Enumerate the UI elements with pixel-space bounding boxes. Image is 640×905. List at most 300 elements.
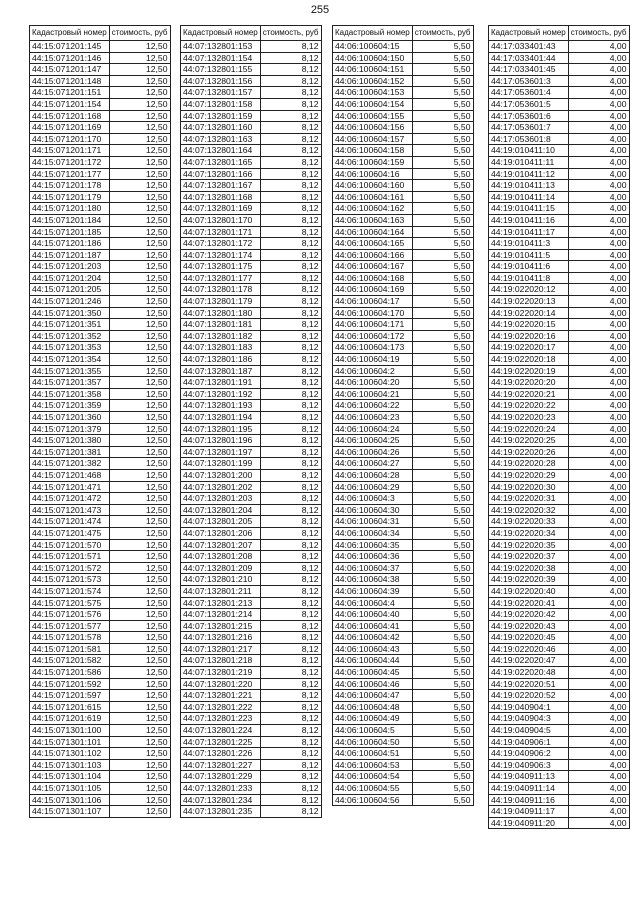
cost-cell: 5,50 (412, 574, 473, 586)
table-row (181, 307, 322, 319)
cost-cell: 4,00 (568, 110, 629, 122)
cost-cell: 5,50 (412, 783, 473, 795)
cost-cell: 5,50 (412, 75, 473, 87)
cost-cell: 5,50 (412, 516, 473, 528)
cadastral-number-cell: 44:07:132801:158 (181, 98, 261, 110)
cadastral-number-cell: 44:07:132801:211 (181, 585, 261, 597)
cadastral-number-cell: 44:15:071201:382 (30, 458, 110, 470)
cadastral-number-cell: 44:19:022020:30 (489, 481, 569, 493)
cost-cell: 12,50 (109, 435, 170, 447)
table-row (181, 435, 322, 447)
table-row (181, 609, 322, 621)
cost-cell: 5,50 (412, 191, 473, 203)
table-row (333, 249, 474, 261)
cost-cell: 4,00 (568, 527, 629, 539)
cadastral-number-cell: 44:06:100604:54 (333, 771, 413, 783)
cost-cell: 5,50 (412, 458, 473, 470)
header-cost: стоимость, руб (568, 26, 629, 41)
cost-cell: 8,12 (260, 249, 321, 261)
cadastral-number-cell: 44:07:132801:204 (181, 504, 261, 516)
cadastral-number-cell: 44:15:071201:204 (30, 272, 110, 284)
table-row (489, 481, 630, 493)
table-row (333, 585, 474, 597)
cost-cell: 8,12 (260, 725, 321, 737)
cost-cell: 5,50 (412, 238, 473, 250)
cadastral-number-cell: 44:15:071201:574 (30, 585, 110, 597)
table-row (489, 156, 630, 168)
cadastral-number-cell: 44:06:100604:157 (333, 133, 413, 145)
cost-cell: 12,50 (109, 75, 170, 87)
table-row (333, 643, 474, 655)
cost-cell: 5,50 (412, 469, 473, 481)
table-row (333, 168, 474, 180)
table-row (489, 354, 630, 366)
cost-cell: 8,12 (260, 585, 321, 597)
cost-cell: 5,50 (412, 748, 473, 760)
cost-cell: 5,50 (412, 527, 473, 539)
cadastral-number-cell: 44:19:022020:14 (489, 307, 569, 319)
cost-cell: 12,50 (109, 655, 170, 667)
cost-cell: 4,00 (568, 748, 629, 760)
cost-cell: 4,00 (568, 41, 629, 53)
cost-cell: 8,12 (260, 400, 321, 412)
cost-cell: 8,12 (260, 783, 321, 795)
cadastral-number-cell: 44:15:071201:148 (30, 75, 110, 87)
cost-cell: 4,00 (568, 52, 629, 64)
cadastral-number-cell: 44:15:071201:573 (30, 574, 110, 586)
cost-cell: 12,50 (109, 191, 170, 203)
cost-cell: 12,50 (109, 794, 170, 806)
cadastral-number-cell: 44:06:100604:22 (333, 400, 413, 412)
cadastral-number-cell: 44:06:100604:25 (333, 435, 413, 447)
cost-cell: 4,00 (568, 133, 629, 145)
cadastral-number-cell: 44:06:100604:45 (333, 667, 413, 679)
table-row (30, 133, 171, 145)
table-row (489, 64, 630, 76)
cost-cell: 4,00 (568, 655, 629, 667)
cadastral-number-cell: 44:15:071201:351 (30, 319, 110, 331)
cost-cell: 4,00 (568, 725, 629, 737)
cost-cell: 12,50 (109, 574, 170, 586)
table-row (181, 388, 322, 400)
cadastral-number-cell: 44:06:100604:43 (333, 643, 413, 655)
cadastral-number-cell: 44:06:100604:3 (333, 493, 413, 505)
cadastral-number-cell: 44:19:010411:16 (489, 214, 569, 226)
table-row (181, 52, 322, 64)
cost-cell: 12,50 (109, 701, 170, 713)
cost-cell: 8,12 (260, 191, 321, 203)
cadastral-number-cell: 44:19:022020:38 (489, 562, 569, 574)
cadastral-number-cell: 44:07:132801:200 (181, 469, 261, 481)
table-row (30, 98, 171, 110)
table-row (333, 794, 474, 806)
table-row (489, 98, 630, 110)
cadastral-number-cell: 44:07:132801:153 (181, 41, 261, 53)
table-row (333, 609, 474, 621)
cadastral-number-cell: 44:06:100604:155 (333, 110, 413, 122)
table-row (30, 377, 171, 389)
cadastral-number-cell: 44:06:100604:167 (333, 261, 413, 273)
cost-cell: 12,50 (109, 319, 170, 331)
table-row (181, 493, 322, 505)
cost-cell: 12,50 (109, 620, 170, 632)
table-row (30, 64, 171, 76)
cost-cell: 8,12 (260, 284, 321, 296)
cadastral-number-cell: 44:06:100604:156 (333, 122, 413, 134)
cadastral-number-cell: 44:06:100604:152 (333, 75, 413, 87)
table-row (30, 574, 171, 586)
cadastral-number-cell: 44:06:100604:53 (333, 759, 413, 771)
table-row (489, 527, 630, 539)
table-row (30, 296, 171, 308)
cadastral-number-cell: 44:06:100604:50 (333, 736, 413, 748)
table-row (333, 701, 474, 713)
cost-cell: 12,50 (109, 585, 170, 597)
table-row (181, 191, 322, 203)
cost-cell: 8,12 (260, 667, 321, 679)
cost-cell: 12,50 (109, 806, 170, 818)
table-row (181, 574, 322, 586)
cost-cell: 8,12 (260, 620, 321, 632)
cadastral-number-cell: 44:15:071201:184 (30, 214, 110, 226)
cadastral-number-cell: 44:19:022020:16 (489, 330, 569, 342)
table-row (333, 562, 474, 574)
cost-cell: 8,12 (260, 296, 321, 308)
cadastral-number-cell: 44:15:071201:180 (30, 203, 110, 215)
cost-cell: 4,00 (568, 435, 629, 447)
cadastral-number-cell: 44:06:100604:42 (333, 632, 413, 644)
table-row (333, 214, 474, 226)
cost-cell: 5,50 (412, 562, 473, 574)
table-row (333, 527, 474, 539)
table-row (181, 504, 322, 516)
cadastral-number-cell: 44:07:132801:170 (181, 214, 261, 226)
header-cadastral-number: Кадастровый номер (30, 26, 110, 41)
table-row (489, 736, 630, 748)
table-row (333, 307, 474, 319)
table-row (181, 249, 322, 261)
cadastral-number-cell: 44:19:022020:19 (489, 365, 569, 377)
cadastral-number-cell: 44:19:040911:14 (489, 783, 569, 795)
table-row (181, 133, 322, 145)
cadastral-number-cell: 44:15:071201:146 (30, 52, 110, 64)
cadastral-number-cell: 44:07:132801:166 (181, 168, 261, 180)
cost-cell: 4,00 (568, 609, 629, 621)
cost-cell: 5,50 (412, 41, 473, 53)
cost-cell: 4,00 (568, 678, 629, 690)
cadastral-number-cell: 44:06:100604:34 (333, 527, 413, 539)
cadastral-number-cell: 44:19:022020:40 (489, 585, 569, 597)
cadastral-number-cell: 44:06:100604:159 (333, 156, 413, 168)
cadastral-number-cell: 44:06:100604:39 (333, 585, 413, 597)
cadastral-number-cell: 44:07:132801:215 (181, 620, 261, 632)
cadastral-number-cell: 44:06:100604:162 (333, 203, 413, 215)
cost-cell: 8,12 (260, 98, 321, 110)
cost-cell: 12,50 (109, 771, 170, 783)
table-row (489, 87, 630, 99)
table-row (30, 678, 171, 690)
table-row (30, 806, 171, 818)
table-row (181, 319, 322, 331)
cadastral-number-cell: 44:07:132801:203 (181, 493, 261, 505)
table-row (181, 98, 322, 110)
table-row (181, 296, 322, 308)
cadastral-number-cell: 44:07:132801:172 (181, 238, 261, 250)
cost-cell: 12,50 (109, 423, 170, 435)
cost-cell: 12,50 (109, 330, 170, 342)
cost-cell: 12,50 (109, 272, 170, 284)
header-cadastral-number: Кадастровый номер (333, 26, 413, 41)
cost-cell: 8,12 (260, 736, 321, 748)
cost-cell: 12,50 (109, 412, 170, 424)
cost-cell: 12,50 (109, 539, 170, 551)
cost-cell: 5,50 (412, 446, 473, 458)
cost-cell: 8,12 (260, 446, 321, 458)
cost-cell: 4,00 (568, 817, 629, 829)
cost-cell: 12,50 (109, 597, 170, 609)
table-row (489, 52, 630, 64)
table-row (30, 191, 171, 203)
table-row (181, 342, 322, 354)
cost-cell: 8,12 (260, 562, 321, 574)
cost-cell: 5,50 (412, 701, 473, 713)
table-row (333, 319, 474, 331)
cadastral-number-cell: 44:06:100604:19 (333, 354, 413, 366)
cadastral-number-cell: 44:19:022020:43 (489, 620, 569, 632)
cost-cell: 5,50 (412, 493, 473, 505)
cost-cell: 8,12 (260, 156, 321, 168)
table-row (489, 377, 630, 389)
cadastral-number-cell: 44:07:132801:169 (181, 203, 261, 215)
cadastral-number-cell: 44:19:022020:42 (489, 609, 569, 621)
cadastral-number-cell: 44:15:071301:105 (30, 783, 110, 795)
cadastral-number-cell: 44:06:100604:31 (333, 516, 413, 528)
cadastral-number-cell: 44:07:132801:192 (181, 388, 261, 400)
cost-cell: 12,50 (109, 725, 170, 737)
cadastral-number-cell: 44:06:100604:4 (333, 597, 413, 609)
table-row (333, 284, 474, 296)
cadastral-number-cell: 44:17:053601:4 (489, 87, 569, 99)
table-row (489, 423, 630, 435)
cadastral-number-cell: 44:07:132801:205 (181, 516, 261, 528)
cost-cell: 5,50 (412, 145, 473, 157)
table-row (30, 527, 171, 539)
cost-cell: 8,12 (260, 377, 321, 389)
cadastral-number-cell: 44:06:100604:169 (333, 284, 413, 296)
cadastral-number-cell: 44:19:022020:26 (489, 446, 569, 458)
cost-cell: 8,12 (260, 388, 321, 400)
cost-cell: 12,50 (109, 156, 170, 168)
cadastral-number-cell: 44:19:022020:35 (489, 539, 569, 551)
cost-cell: 4,00 (568, 632, 629, 644)
cost-cell: 12,50 (109, 527, 170, 539)
cost-cell: 4,00 (568, 388, 629, 400)
cost-cell: 8,12 (260, 365, 321, 377)
cadastral-number-cell: 44:07:132801:181 (181, 319, 261, 331)
table-row (30, 725, 171, 737)
table-row (489, 551, 630, 563)
cadastral-number-cell: 44:15:071201:592 (30, 678, 110, 690)
cadastral-number-cell: 44:15:071201:474 (30, 516, 110, 528)
cadastral-number-cell: 44:06:100604:26 (333, 446, 413, 458)
table-row (333, 446, 474, 458)
cost-cell: 4,00 (568, 377, 629, 389)
cadastral-number-cell: 44:19:022020:20 (489, 377, 569, 389)
table-row (489, 504, 630, 516)
cadastral-number-cell: 44:19:040904:3 (489, 713, 569, 725)
table-row (181, 562, 322, 574)
cost-cell: 8,12 (260, 307, 321, 319)
cadastral-number-cell: 44:07:132801:234 (181, 794, 261, 806)
table-row (30, 585, 171, 597)
cost-cell: 5,50 (412, 307, 473, 319)
table-row (489, 574, 630, 586)
table-row (181, 203, 322, 215)
cadastral-number-cell: 44:15:071201:177 (30, 168, 110, 180)
cost-cell: 4,00 (568, 585, 629, 597)
cost-cell: 5,50 (412, 354, 473, 366)
table-row (181, 690, 322, 702)
cadastral-number-cell: 44:06:100604:5 (333, 725, 413, 737)
cadastral-number-cell: 44:15:071201:472 (30, 493, 110, 505)
cost-cell: 8,12 (260, 609, 321, 621)
table-row (333, 400, 474, 412)
table-row (30, 609, 171, 621)
cost-cell: 12,50 (109, 110, 170, 122)
table-row (489, 446, 630, 458)
table-row (333, 783, 474, 795)
cadastral-number-cell: 44:07:132801:182 (181, 330, 261, 342)
table-row (181, 272, 322, 284)
cost-cell: 5,50 (412, 214, 473, 226)
cost-cell: 4,00 (568, 759, 629, 771)
cadastral-number-cell: 44:07:132801:156 (181, 75, 261, 87)
cadastral-number-cell: 44:17:053601:3 (489, 75, 569, 87)
table-row (30, 365, 171, 377)
cadastral-number-cell: 44:06:100604:35 (333, 539, 413, 551)
cadastral-number-cell: 44:15:071301:103 (30, 759, 110, 771)
cost-cell: 8,12 (260, 469, 321, 481)
cost-cell: 5,50 (412, 655, 473, 667)
cost-cell: 5,50 (412, 156, 473, 168)
cadastral-number-cell: 44:17:033401:43 (489, 41, 569, 53)
cadastral-number-cell: 44:07:132801:210 (181, 574, 261, 586)
cost-cell: 8,12 (260, 319, 321, 331)
table-row (489, 307, 630, 319)
table-row (181, 759, 322, 771)
cadastral-number-cell: 44:06:100604:161 (333, 191, 413, 203)
cadastral-number-cell: 44:07:132801:227 (181, 759, 261, 771)
cadastral-number-cell: 44:07:132801:219 (181, 667, 261, 679)
cadastral-number-cell: 44:06:100604:36 (333, 551, 413, 563)
cost-cell: 5,50 (412, 110, 473, 122)
cadastral-number-cell: 44:15:071201:205 (30, 284, 110, 296)
cadastral-number-cell: 44:15:071201:577 (30, 620, 110, 632)
cadastral-number-cell: 44:07:132801:233 (181, 783, 261, 795)
cadastral-number-cell: 44:15:071201:179 (30, 191, 110, 203)
cadastral-number-cell: 44:15:071301:102 (30, 748, 110, 760)
cadastral-number-cell: 44:15:071201:186 (30, 238, 110, 250)
cadastral-number-cell: 44:07:132801:191 (181, 377, 261, 389)
cadastral-number-cell: 44:06:100604:15 (333, 41, 413, 53)
table-row (333, 458, 474, 470)
table-row (333, 620, 474, 632)
cadastral-table-2 (180, 25, 322, 818)
table-row (489, 759, 630, 771)
cadastral-number-cell: 44:19:022020:29 (489, 469, 569, 481)
cost-cell: 8,12 (260, 133, 321, 145)
cadastral-number-cell: 44:07:132801:216 (181, 632, 261, 644)
table-row (30, 493, 171, 505)
table-row (30, 226, 171, 238)
cadastral-number-cell: 44:07:132801:220 (181, 678, 261, 690)
cadastral-number-cell: 44:06:100604:48 (333, 701, 413, 713)
table-row (30, 400, 171, 412)
table-row (333, 296, 474, 308)
table-row (30, 284, 171, 296)
table-row (333, 516, 474, 528)
cost-cell: 4,00 (568, 122, 629, 134)
cost-cell: 8,12 (260, 122, 321, 134)
cost-cell: 8,12 (260, 678, 321, 690)
cost-cell: 12,50 (109, 400, 170, 412)
table-row (181, 446, 322, 458)
table-row (181, 771, 322, 783)
cost-cell: 5,50 (412, 98, 473, 110)
table-row (181, 783, 322, 795)
cost-cell: 8,12 (260, 539, 321, 551)
cadastral-number-cell: 44:06:100604:30 (333, 504, 413, 516)
table-row (30, 87, 171, 99)
table-row (181, 620, 322, 632)
cadastral-number-cell: 44:19:010411:10 (489, 145, 569, 157)
table-row (30, 122, 171, 134)
cost-cell: 12,50 (109, 632, 170, 644)
cadastral-number-cell: 44:15:071201:354 (30, 354, 110, 366)
cadastral-number-cell: 44:07:132801:197 (181, 446, 261, 458)
table-row (489, 110, 630, 122)
cadastral-number-cell: 44:06:100604:163 (333, 214, 413, 226)
cost-cell: 4,00 (568, 794, 629, 806)
cost-cell: 12,50 (109, 690, 170, 702)
cost-cell: 5,50 (412, 330, 473, 342)
cadastral-number-cell: 44:15:071201:578 (30, 632, 110, 644)
cadastral-number-cell: 44:07:132801:221 (181, 690, 261, 702)
cost-cell: 5,50 (412, 133, 473, 145)
table-row (489, 330, 630, 342)
cadastral-number-cell: 44:07:132801:208 (181, 551, 261, 563)
cost-cell: 12,50 (109, 783, 170, 795)
cost-cell: 8,12 (260, 52, 321, 64)
table-row (30, 771, 171, 783)
cost-cell: 5,50 (412, 423, 473, 435)
cost-cell: 8,12 (260, 632, 321, 644)
table-row (181, 238, 322, 250)
table-row (181, 400, 322, 412)
table-row (30, 145, 171, 157)
table-row (30, 203, 171, 215)
table-row (333, 354, 474, 366)
table-row (181, 667, 322, 679)
cost-cell: 12,50 (109, 504, 170, 516)
cadastral-number-cell: 44:07:132801:224 (181, 725, 261, 737)
cadastral-number-cell: 44:15:071201:471 (30, 481, 110, 493)
table-row (181, 41, 322, 53)
cadastral-number-cell: 44:15:071201:473 (30, 504, 110, 516)
cost-cell: 8,12 (260, 272, 321, 284)
cadastral-number-cell: 44:07:132801:229 (181, 771, 261, 783)
cost-cell: 12,50 (109, 388, 170, 400)
